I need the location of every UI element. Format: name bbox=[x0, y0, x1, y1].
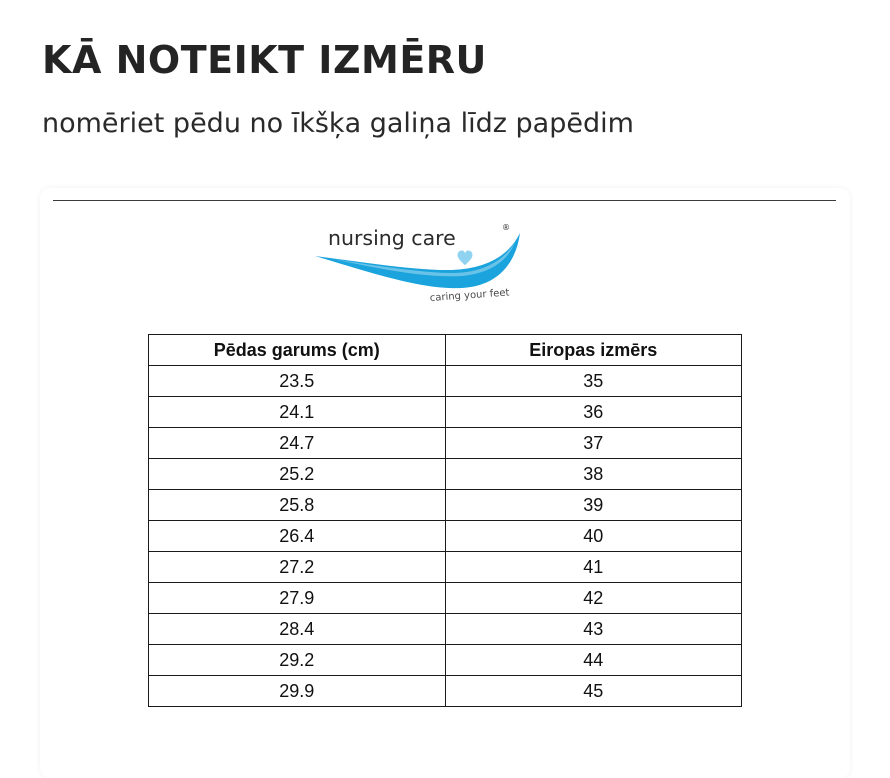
table-header-row bbox=[149, 335, 742, 366]
size-table bbox=[148, 334, 742, 707]
logo-brand-text: nursing care bbox=[328, 226, 456, 250]
heart-icon bbox=[457, 250, 473, 266]
foot-length-cell: 24.1 bbox=[149, 397, 446, 428]
foot-length-cell: 29.9 bbox=[149, 676, 446, 707]
eu-size-cell: 37 bbox=[445, 428, 742, 459]
eu-size-cell: 36 bbox=[445, 397, 742, 428]
table-row bbox=[149, 397, 742, 428]
foot-length-cell: 27.2 bbox=[149, 552, 446, 583]
table-row bbox=[149, 428, 742, 459]
logo-tagline: caring your feet bbox=[429, 287, 510, 304]
table-row bbox=[149, 676, 742, 707]
foot-length-cell: 27.9 bbox=[149, 583, 446, 614]
logo-registered-mark: ® bbox=[502, 223, 510, 232]
column-header-eu-size: Eiropas izmērs bbox=[445, 335, 742, 366]
table-row bbox=[149, 552, 742, 583]
foot-length-cell: 23.5 bbox=[149, 366, 446, 397]
table-row bbox=[149, 521, 742, 552]
foot-length-cell: 25.8 bbox=[149, 490, 446, 521]
table-row bbox=[149, 583, 742, 614]
foot-length-cell: 29.2 bbox=[149, 645, 446, 676]
column-header-foot-length: Pēdas garums (cm) bbox=[149, 335, 446, 366]
foot-length-cell: 25.2 bbox=[149, 459, 446, 490]
table-row bbox=[149, 490, 742, 521]
foot-length-cell: 28.4 bbox=[149, 614, 446, 645]
table-row bbox=[149, 366, 742, 397]
eu-size-cell: 41 bbox=[445, 552, 742, 583]
nursing-care-logo bbox=[312, 218, 524, 308]
eu-size-cell: 44 bbox=[445, 645, 742, 676]
eu-size-cell: 35 bbox=[445, 366, 742, 397]
eu-size-cell: 39 bbox=[445, 490, 742, 521]
eu-size-cell: 43 bbox=[445, 614, 742, 645]
divider bbox=[53, 200, 836, 201]
eu-size-cell: 38 bbox=[445, 459, 742, 490]
foot-length-cell: 26.4 bbox=[149, 521, 446, 552]
page-title: KĀ NOTEIKT IZMĒRU bbox=[42, 38, 487, 82]
page-subtitle: nomēriet pēdu no īkšķa galiņa līdz papēdim bbox=[42, 108, 634, 139]
eu-size-cell: 42 bbox=[445, 583, 742, 614]
table-row bbox=[149, 614, 742, 645]
table-row bbox=[149, 645, 742, 676]
eu-size-cell: 45 bbox=[445, 676, 742, 707]
table-row bbox=[149, 459, 742, 490]
foot-length-cell: 24.7 bbox=[149, 428, 446, 459]
eu-size-cell: 40 bbox=[445, 521, 742, 552]
